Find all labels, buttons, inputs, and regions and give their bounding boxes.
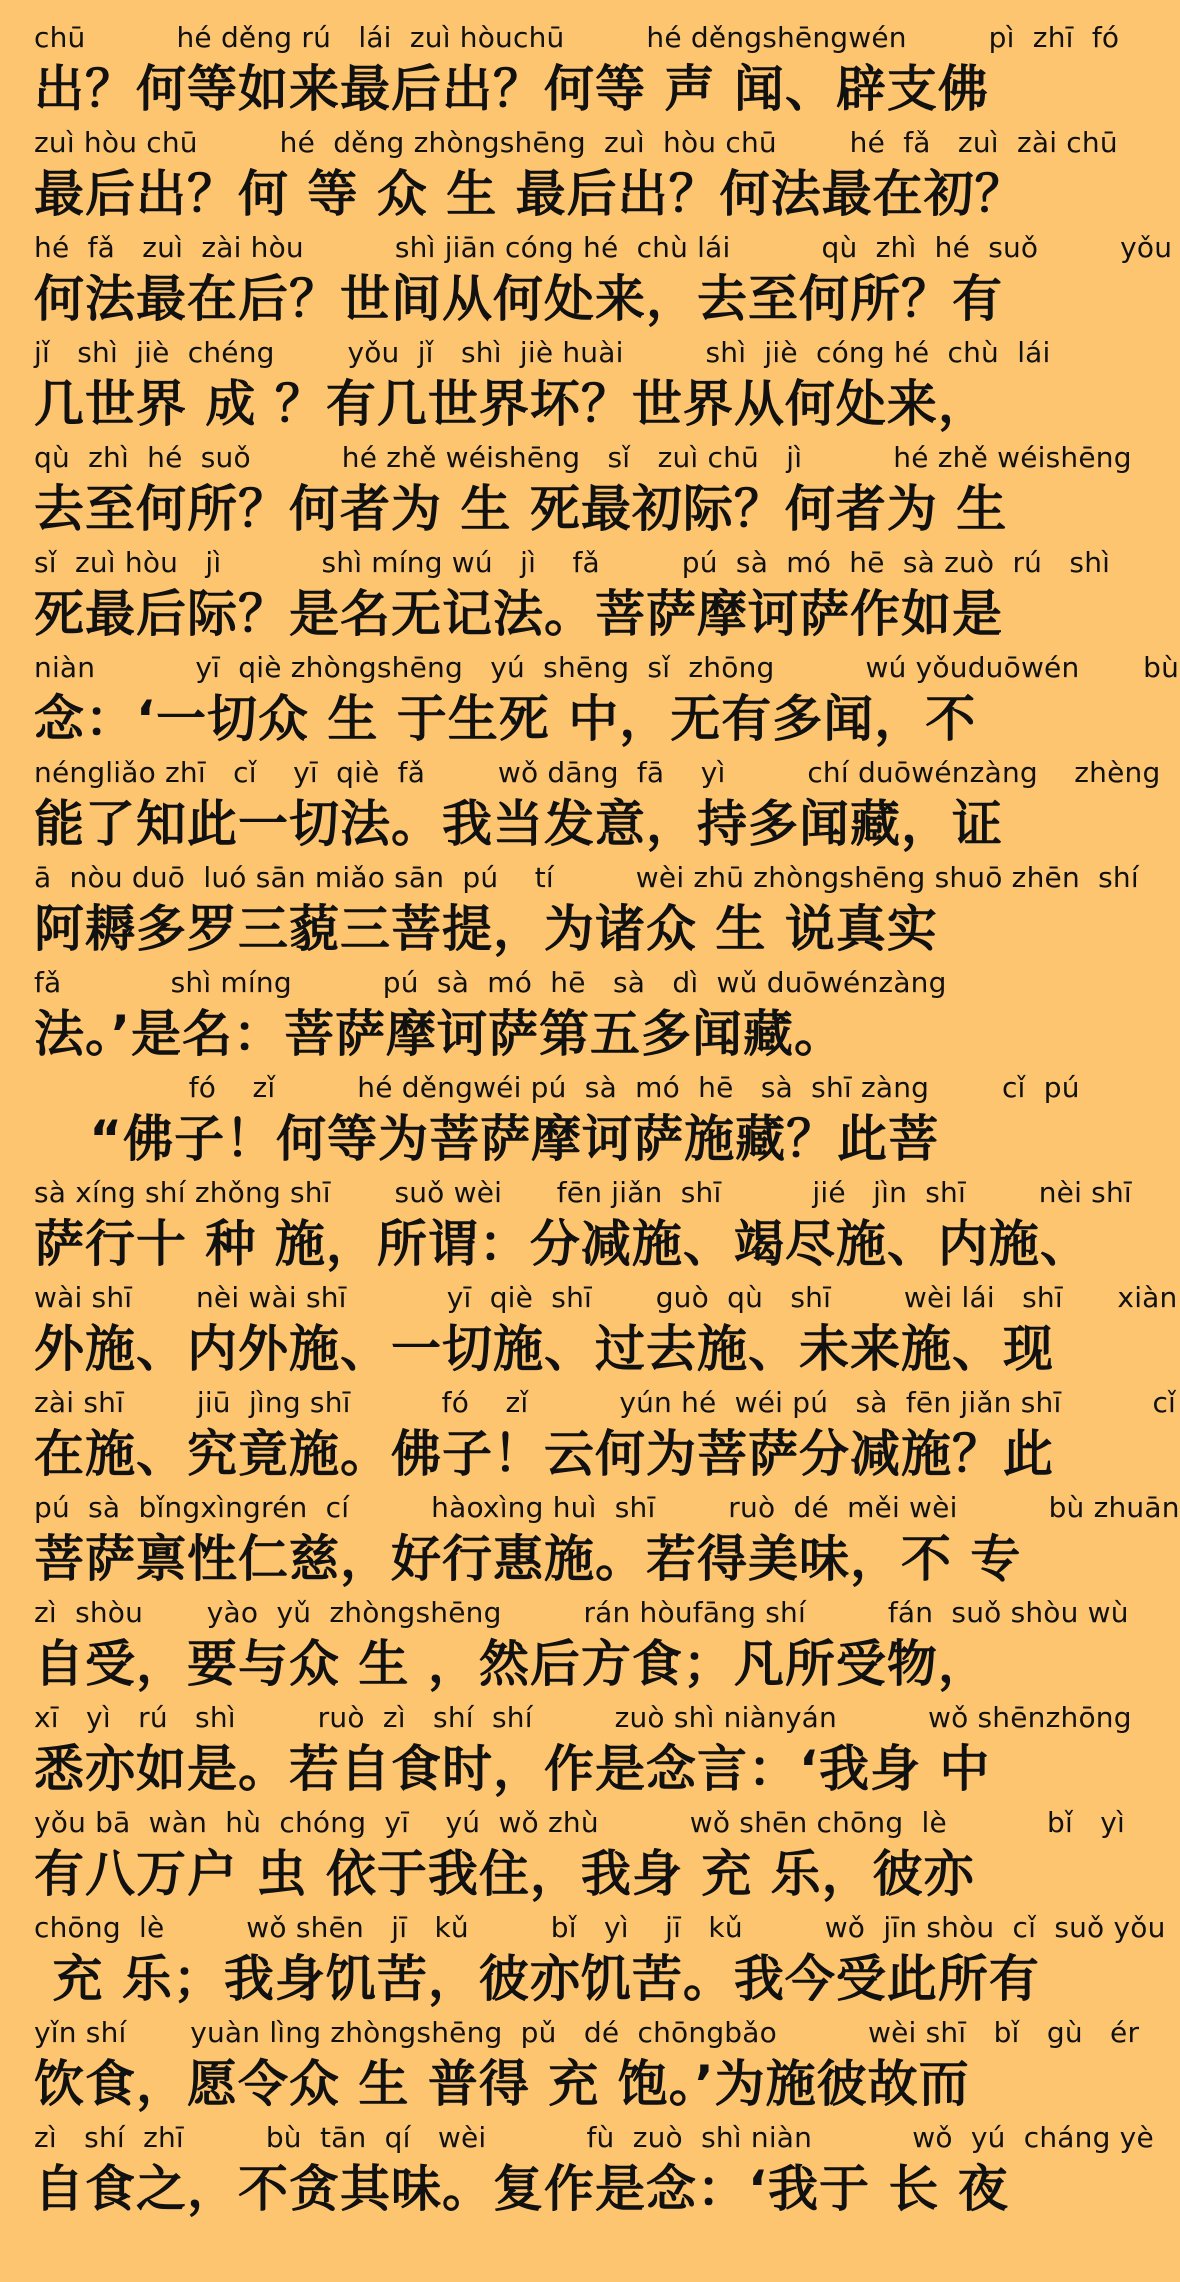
pinyin-line: ā nòu duō luó sān miǎo sān pú tí wèi zhū zhòngshēng shuō zhēn shí xyxy=(34,861,1139,894)
hanzi-line: 能了知此一切法。我当发意，持多闻藏，证 xyxy=(34,795,1003,853)
hanzi-line: 有八万户 虫 依于我住，我身 充 乐，彼亦 xyxy=(34,1845,975,1903)
pinyin-line: fǎ shì míng pú sà mó hē sà dì wǔ duōwénzàng xyxy=(34,966,947,999)
hanzi-line: 在施、究竟施。佛子！云何为菩萨分减施？此 xyxy=(34,1425,1054,1483)
text-line-8 xyxy=(34,753,1161,858)
hanzi-line: 充 乐；我身饥苦，彼亦饥苦。我今受此所有 xyxy=(34,1950,1040,2008)
pinyin-line: xī yì rú shì ruò zì shí shí zuò shì niànyán wǒ shēnzhōng xyxy=(34,1701,1132,1734)
pinyin-line: niàn yī qiè zhòngshēng yú shēng sǐ zhōng wú yǒuduōwén bù xyxy=(34,651,1180,684)
text-line-15 xyxy=(34,1488,1180,1593)
hanzi-line: “佛子！何等为菩萨摩诃萨施藏？此菩 xyxy=(34,1110,940,1168)
text-line-6 xyxy=(34,543,1111,648)
hanzi-line: 何法最在后？世间从何处来，去至何所？有 xyxy=(34,270,1003,328)
pinyin-line: chū hé děng rú lái zuì hòuchū hé děngshēngwén pì zhī fó xyxy=(34,21,1120,54)
text-line-17 xyxy=(34,1698,1132,1803)
pinyin-line: jǐ shì jiè chéng yǒu jǐ shì jiè huài shì jiè cóng hé chù lái xyxy=(34,336,1051,369)
hanzi-line: 去至何所？何者为 生 死最初际？何者为 生 xyxy=(34,480,1008,538)
text-line-14 xyxy=(34,1383,1177,1488)
text-line-1 xyxy=(34,18,1120,123)
hanzi-line: 念：‘一切众 生 于生死 中，无有多闻，不 xyxy=(34,690,977,748)
pinyin-line: chōng lè wǒ shēn jī kǔ bǐ yì jī kǔ wǒ jīn shòu cǐ suǒ yǒu xyxy=(34,1911,1166,1944)
pinyin-line: wài shī nèi wài shī yī qiè shī guò qù shī wèi lái shī xiàn xyxy=(34,1281,1178,1314)
text-line-4 xyxy=(34,333,1051,438)
pinyin-line: pú sà bǐngxìngrén cí hàoxìng huì shī ruò dé měi wèi bù zhuān xyxy=(34,1491,1180,1524)
text-line-13 xyxy=(34,1278,1178,1383)
hanzi-line: 几世界 成 ？有几世界坏？世界从何处来， xyxy=(34,375,989,433)
text-line-7 xyxy=(34,648,1180,753)
hanzi-line: 菩萨禀性仁慈，好行惠施。若得美味，不 专 xyxy=(34,1530,1022,1588)
pinyin-line: néngliǎo zhī cǐ yī qiè fǎ wǒ dāng fā yì chí duōwénzàng zhèng xyxy=(34,756,1161,789)
text-line-18 xyxy=(34,1803,1126,1908)
text-line-10 xyxy=(34,963,1046,1068)
hanzi-line: 自受，要与众 生 ，然后方食；凡所受物， xyxy=(34,1635,989,1693)
pinyin-line: fó zǐ hé děngwéi pú sà mó hē sà shī zàng cǐ pú xyxy=(34,1071,1080,1104)
text-line-11 xyxy=(34,1068,1080,1173)
hanzi-line: 萨行十 种 施，所谓：分减施、竭尽施、内施、 xyxy=(34,1215,1091,1273)
pinyin-line: zì shí zhī bù tān qí wèi fù zuò shì niàn wǒ yú cháng yè xyxy=(34,2121,1154,2154)
hanzi-line: 死最后际？是名无记法。菩萨摩诃萨作如是 xyxy=(34,585,1003,643)
text-line-19 xyxy=(34,1908,1166,2013)
pinyin-line: qù zhì hé suǒ hé zhě wéishēng sǐ zuì chū jì hé zhě wéishēng xyxy=(34,441,1132,474)
hanzi-line: 悉亦如是。若自食时，作是念言：‘我身 中 xyxy=(34,1740,991,1798)
pinyin-line: zài shī jiū jìng shī fó zǐ yún hé wéi pú sà fēn jiǎn shī cǐ xyxy=(34,1386,1177,1419)
hanzi-line: 饮食，愿令众 生 普得 充 饱。’为施彼故而 xyxy=(34,2055,970,2113)
text-line-12 xyxy=(34,1173,1132,1278)
hanzi-line: 最后出？何 等 众 生 最后出？何法最在初？ xyxy=(34,165,1026,223)
hanzi-line: 自食之，不贪其味。复作是念：‘我于 长 夜 xyxy=(34,2160,1009,2218)
text-line-16 xyxy=(34,1593,1129,1698)
pinyin-line: hé fǎ zuì zài hòu shì jiān cóng hé chù lái qù zhì hé suǒ yǒu xyxy=(34,231,1173,264)
text-line-20 xyxy=(34,2013,1140,2118)
text-line-5 xyxy=(34,438,1132,543)
hanzi-line: 出？何等如来最后出？何等 声 闻、辟支佛 xyxy=(34,60,989,118)
hanzi-line: 外施、内外施、一切施、过去施、未来施、现 xyxy=(34,1320,1054,1378)
pinyin-line: sǐ zuì hòu jì shì míng wú jì fǎ pú sà mó hē sà zuò rú shì xyxy=(34,546,1111,579)
text-line-9 xyxy=(34,858,1139,963)
pinyin-line: yǒu bā wàn hù chóng yī yú wǒ zhù wǒ shēn chōng lè bǐ yì xyxy=(34,1806,1126,1839)
pinyin-line: sà xíng shí zhǒng shī suǒ wèi fēn jiǎn shī jié jìn shī nèi shī xyxy=(34,1176,1132,1209)
text-line-21 xyxy=(34,2118,1154,2223)
pinyin-line: zì shòu yào yǔ zhòngshēng rán hòufāng shí fán suǒ shòu wù xyxy=(34,1596,1129,1629)
hanzi-line: 法。’是名：菩萨摩诃萨第五多闻藏。 xyxy=(34,1005,845,1063)
text-line-2 xyxy=(34,123,1118,228)
pinyin-line: yǐn shí yuàn lìng zhòngshēng pǔ dé chōngbǎo wèi shī bǐ gù ér xyxy=(34,2016,1140,2049)
pinyin-line: zuì hòu chū hé děng zhòngshēng zuì hòu chū hé fǎ zuì zài chū xyxy=(34,126,1118,159)
text-line-3 xyxy=(34,228,1173,333)
hanzi-line: 阿耨多罗三藐三菩提，为诸众 生 说真实 xyxy=(34,900,938,958)
